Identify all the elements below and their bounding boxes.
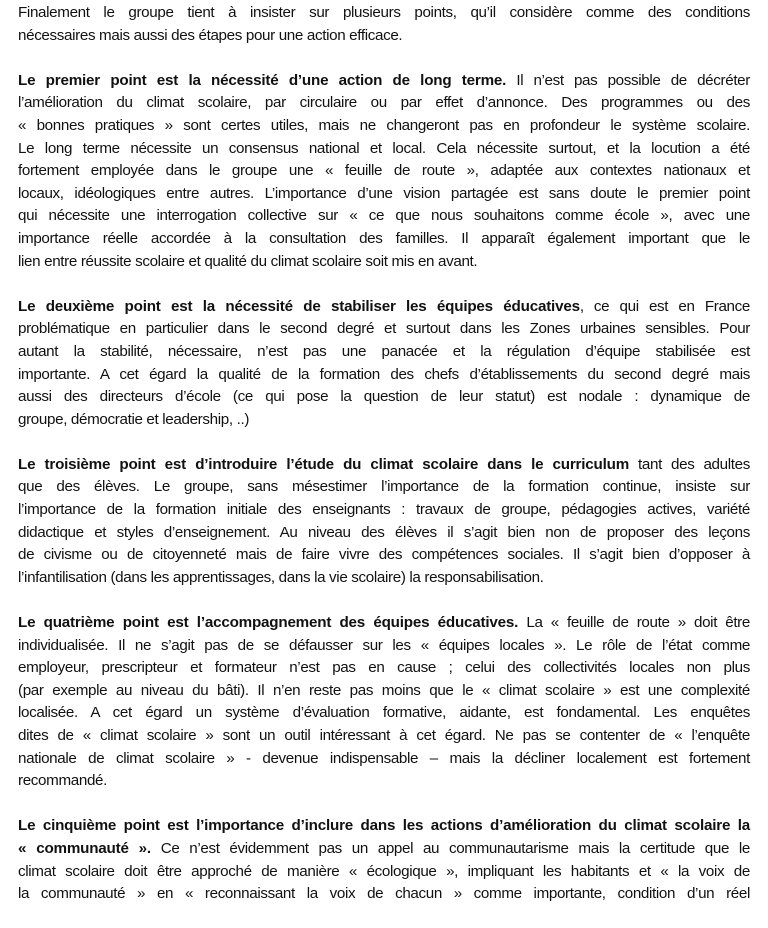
regular-text: nationale de climat scolaire » - devenue indispensable – mais la décliner localement est fortement	[18, 749, 750, 767]
regular-text: autant la stabilité, nécessaire, n’est pas une panacée et la régulation d’équipe stabilisée est	[18, 342, 750, 360]
text-line	[18, 160, 750, 183]
point-heading: « communauté ».	[18, 839, 151, 857]
regular-text: que des élèves. Le groupe, sans mésestimer l’importance de la formation continue, insiste sur	[18, 478, 750, 496]
regular-text: didactique et styles d’enseignement. Au niveau des élèves il s’agit bien non de proposer des leçons	[18, 523, 750, 541]
text-line	[18, 341, 750, 364]
regular-text: Ce n’est évidemment pas un appel au communautarisme mais la certitude que le	[150, 839, 750, 857]
text-line	[18, 138, 750, 161]
text-line	[18, 861, 750, 884]
regular-text: importante. A cet égard la qualité de la formation des chefs d’établissements du second degré mais	[18, 365, 750, 383]
intro-paragraph	[18, 2, 750, 47]
regular-text: fortement employée dans le groupe une « feuille de route », adaptée aux contextes nationaux et	[18, 162, 750, 180]
text-line	[18, 883, 750, 906]
regular-text: lien entre réussite scolaire et qualité du climat scolaire soit mis en avant.	[18, 252, 478, 270]
point-3-paragraph	[18, 454, 750, 590]
text-line	[18, 499, 750, 522]
regular-text: climat scolaire doit être approché de manière « écologique », impliquant les habitants et « la voix de	[18, 862, 750, 880]
point-heading: Le cinquième point est l’importance d’inclure dans les actions d’amélioration du climat scolaire la	[18, 817, 750, 835]
regular-text: tant des adultes	[629, 455, 750, 473]
text-line	[18, 115, 750, 138]
regular-text: Le long terme nécessite un consensus national et local. Cela nécessite surtout, et la locution a été	[18, 139, 750, 157]
regular-text: La « feuille de route » doit être	[518, 614, 750, 632]
text-line	[18, 228, 750, 251]
point-2-paragraph	[18, 296, 750, 432]
text-line	[18, 522, 750, 545]
text-line	[18, 770, 750, 793]
point-heading: Le troisième point est d’introduire l’étude du climat scolaire dans le curriculum	[18, 455, 630, 473]
text-line	[18, 476, 750, 499]
point-4-paragraph	[18, 612, 750, 793]
text-line	[18, 612, 750, 635]
regular-text: (par exemple au niveau du bâti). Il n’en reste pas moins que le « climat scolaire » est une complexité	[18, 681, 750, 699]
point-1-paragraph	[18, 70, 750, 273]
text-line	[18, 635, 750, 658]
text-line	[18, 725, 750, 748]
regular-text: qui nécessite une interrogation collective sur « ce que nous souhaitons comme école », avec une	[18, 207, 750, 225]
regular-text: nécessaires mais aussi des étapes pour une action efficace.	[18, 26, 403, 44]
text-line	[18, 183, 750, 206]
text-line	[18, 409, 750, 432]
point-heading: Le premier point est la nécessité d’une action de long terme.	[18, 71, 507, 89]
regular-text: dites de « climat scolaire » sont un outil intéressant à cet égard. Ne pas se contenter de « l’enquête	[18, 727, 750, 744]
text-line	[18, 25, 750, 48]
regular-text: de civisme ou de citoyenneté mais de faire vivre des compétences sociales. Il s’agit bien d’opposer à	[18, 546, 750, 564]
regular-text: groupe, démocratie et leadership, ..)	[18, 410, 250, 428]
point-5-paragraph	[18, 815, 750, 905]
text-line	[18, 657, 750, 680]
text-line	[18, 748, 750, 771]
text-line	[18, 680, 750, 703]
regular-text: , ce qui est en France	[579, 297, 750, 315]
text-line	[18, 567, 750, 590]
regular-text: Il n’est pas possible de décréter	[506, 71, 750, 89]
text-line	[18, 544, 750, 567]
text-line	[18, 205, 750, 228]
regular-text: l’infantilisation (dans les apprentissages, dans la vie scolaire) la responsabilisation.	[18, 568, 544, 586]
text-line	[18, 251, 750, 274]
regular-text: l’amélioration du climat scolaire, par circulaire ou par effet d’annonce. Des programmes ou des	[18, 94, 750, 112]
regular-text: aussi des directeurs d’école (ce qui pose la question de leur statut) est nodale : dynamique de	[18, 388, 750, 406]
regular-text: problématique en particulier dans le second degré et surtout dans les Zones urbaines sensibles. Pour	[18, 320, 750, 338]
regular-text: locaux, idéologiques entre autres. L’importance d’une vision partagée est sans doute le premier point	[18, 184, 750, 202]
regular-text: employeur, prescripteur et formateur n’est pas en cause ; celui des collectivités locales non plus	[18, 659, 750, 677]
text-line	[18, 296, 750, 319]
regular-text: recommandé.	[18, 772, 108, 790]
text-line	[18, 838, 750, 861]
text-line	[18, 815, 750, 838]
regular-text: la communauté » en « reconnaissant la voix de chacun » comme importante, condition d’un réel	[18, 885, 750, 903]
regular-text: Finalement le groupe tient à insister sur plusieurs points, qu’il considère comme des conditions	[18, 4, 750, 21]
point-heading: Le deuxième point est la nécessité de stabiliser les équipes éducatives	[18, 297, 580, 315]
text-line	[18, 702, 750, 725]
text-line	[18, 454, 750, 477]
text-line	[18, 92, 750, 115]
text-line	[18, 70, 750, 93]
text-line	[18, 364, 750, 387]
regular-text: « bonnes pratiques » sont certes utiles, mais ne changeront pas en profondeur le système scolaire.	[18, 116, 750, 134]
document-page	[18, 2, 750, 928]
regular-text: localisée. A cet égard un système d’évaluation formative, aidante, est fondamental. Les enquêtes	[18, 704, 750, 722]
regular-text: l’importance de la formation initiale des enseignants : travaux de groupe, pédagogies actives, variété	[18, 501, 750, 519]
regular-text: importance réelle accordée à la consultation des familles. Il apparaît également important que le	[18, 229, 750, 247]
text-line	[18, 318, 750, 341]
text-line	[18, 386, 750, 409]
point-heading: Le quatrième point est l’accompagnement des équipes éducatives.	[18, 614, 519, 632]
text-line	[18, 2, 750, 25]
regular-text: individualisée. Il ne s’agit pas de se défausser sur les « équipes locales ». Le rôle de l’état comme	[18, 636, 750, 654]
